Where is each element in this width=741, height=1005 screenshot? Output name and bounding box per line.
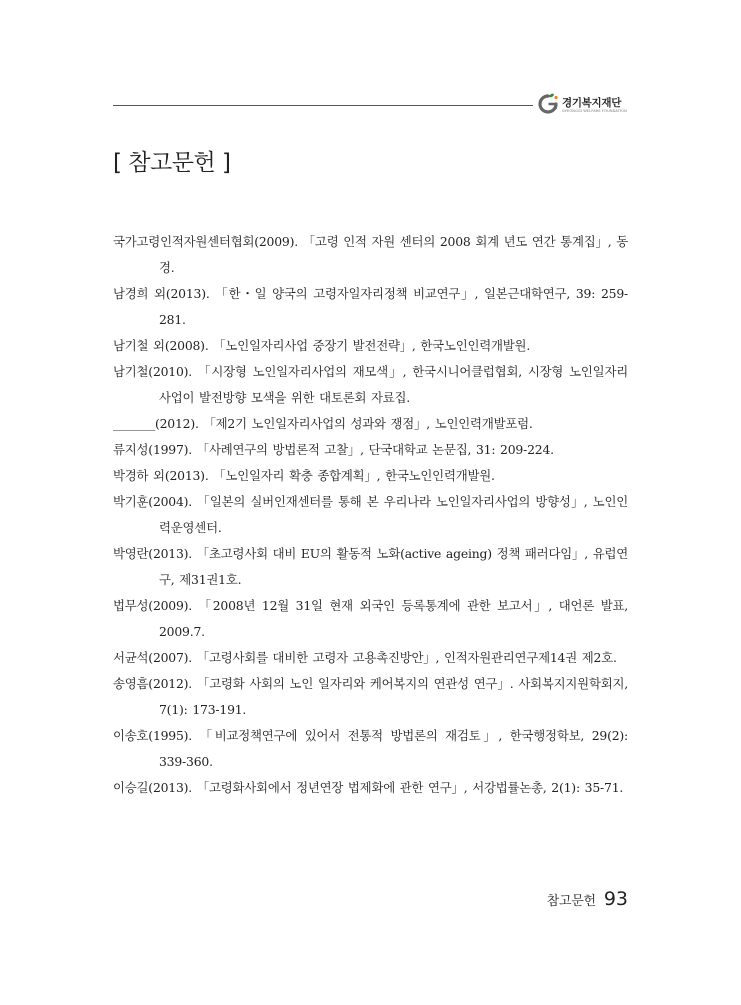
section-title: [ 참고문헌 ] — [113, 150, 231, 176]
reference-item: 남기철 외(2008). 「노인일자리사업 중장기 발전전략」, 한국노인인력개발원. — [113, 338, 531, 353]
reference-item: 남기철(2010). 「시장형 노인일자리사업의 재모색」, 한국시니어클럽협회, 시장형 노인일자리사업이 발전방향 모색을 위한 대토론회 자료집. — [113, 364, 628, 405]
header-rule — [113, 105, 533, 106]
reference-item: 이송호(1995). 「비교정책연구에 있어서 전통적 방법론의 재검토」, 한국행정학보, 29(2): 339-360. — [113, 728, 628, 769]
page-footer — [547, 888, 628, 910]
foundation-logo-icon — [536, 92, 560, 116]
reference-item: 법무성(2009). 「2008년 12월 31일 현재 외국인 등록통계에 관한 보고서」, 대언론 발표, 2009.7. — [113, 598, 628, 639]
reference-item: 국가고령인적자원센터협회(2009). 「고령 인적 자원 센터의 2008 회계 년도 연간 통계집」, 동경. — [113, 234, 628, 275]
reference-item: 박기훈(2004). 「일본의 실버인재센터를 통해 본 우리나라 노인일자리사업의 방향성」, 노인인력운영센터. — [113, 494, 628, 535]
logo-subtitle: GYEONGGI WELFARE FOUNDATION — [562, 109, 627, 113]
page-number: 93 — [603, 888, 628, 910]
reference-item: _______(2012). 「제2기 노인일자리사업의 성과와 쟁점」, 노인인력개발포럼. — [113, 416, 533, 431]
reference-item: 박영란(2013). 「초고령사회 대비 EU의 활동적 노화(active ageing) 정책 패러다임」, 유럽연구, 제31권1호. — [113, 546, 628, 587]
logo-title: 경기복지재단 — [562, 97, 622, 109]
reference-item: 서균석(2007). 「고령사회를 대비한 고령자 고용촉진방안」, 인적자원관리연구제14권 제2호. — [113, 650, 617, 665]
foundation-logo — [536, 90, 646, 120]
reference-item: 박경하 외(2013). 「노인일자리 확충 종합계획」, 한국노인인력개발원. — [113, 468, 495, 483]
reference-item: 송영흠(2012). 「고령화 사회의 노인 일자리와 케어복지의 연관성 연구」. 사회복지지원학회지, 7(1): 173-191. — [113, 676, 628, 717]
footer-section-label: 참고문헌 — [546, 894, 596, 909]
reference-item: 이승길(2013). 「고령화사회에서 정년연장 법제화에 관한 연구」, 서강법률논총, 2(1): 35-71. — [113, 780, 624, 795]
reference-list — [113, 229, 628, 801]
reference-item: 남경희 외(2013). 「한・일 양국의 고령자일자리정책 비교연구」, 일본근대학연구, 39: 259-281. — [113, 286, 628, 327]
reference-item: 류지성(1997). 「사례연구의 방법론적 고찰」, 단국대학교 논문집, 31: 209-224. — [113, 442, 554, 457]
